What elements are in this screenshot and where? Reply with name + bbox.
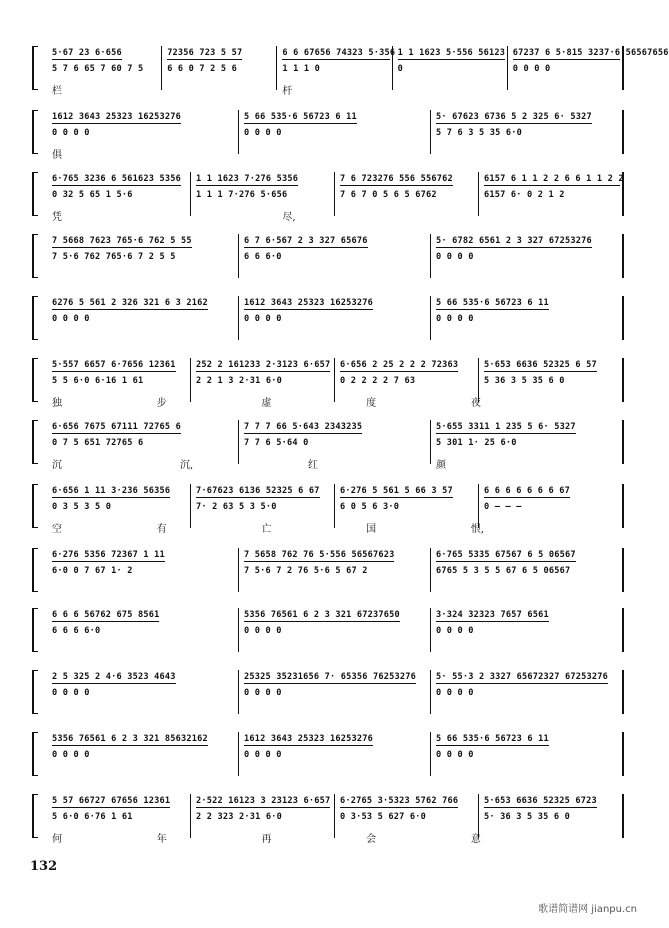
lyric-word: 颜	[436, 460, 446, 471]
measure-notes: 6·2765 3·5323 5762 766	[340, 796, 459, 806]
system-bracket	[32, 172, 38, 216]
measure-notes: 5 7 6 3 5 35 6·0	[436, 128, 522, 138]
lyric-word: 度	[366, 398, 377, 409]
accompaniment-row	[48, 64, 624, 78]
measure-notes: 0 32 5 65 1 5·6	[52, 190, 133, 200]
measure-notes: 5 6·0 6·76 1 61	[52, 812, 133, 822]
measure-notes: 0 0 0 0	[244, 626, 282, 636]
measure-notes: 0 0 0 0	[244, 750, 282, 760]
lyrics-row	[48, 82, 624, 96]
measure-notes: 0 0 0 0	[52, 128, 90, 138]
melody-row	[48, 486, 624, 500]
system-bracket	[32, 732, 38, 776]
measure-notes: 0	[397, 64, 403, 74]
measure-notes: 6·765 5335 67567 6 5 06567	[436, 550, 576, 560]
measure-notes: 6·0 0 7 67 1· 2	[52, 566, 133, 576]
measure-notes: 1612 3643 25323 16253276	[52, 112, 181, 122]
measure-notes: 6·276 5 561 5 66 3 57	[340, 486, 453, 496]
lyric-word: 虚	[261, 398, 272, 409]
lyrics-row	[48, 830, 624, 844]
measure-notes: 5· 6782 6561 2 3 327 67253276	[436, 236, 592, 246]
measure-notes: 1 1 1 0	[282, 64, 321, 74]
measure-notes: 6 6 67656 74323 5·356	[282, 48, 396, 58]
measure-notes: 0 0 0 0	[436, 750, 474, 760]
measure-notes: 0 7 5 651 72765 6	[52, 438, 144, 448]
measure-notes: 6 0 5 6 3·0	[340, 502, 400, 512]
measure-notes: 6 6 6 56762 675 8561	[52, 610, 160, 620]
measure-notes: 6·656 2 25 2 2 2 72363	[340, 360, 459, 370]
lyric-word: 空	[52, 524, 62, 535]
measure-notes: 7 5·6 762 765·6 7 2 5 5	[52, 252, 176, 262]
accompaniment-row	[48, 190, 624, 204]
lyric-word: 俱	[52, 150, 62, 161]
score-system	[32, 172, 630, 224]
lyrics-row	[48, 456, 624, 470]
measure-notes: 3·324 32323 7657 6561	[436, 610, 549, 620]
score-system	[32, 420, 630, 472]
score-system	[32, 296, 630, 348]
system-bracket	[32, 296, 38, 340]
melody-row	[48, 174, 624, 188]
melody-row	[48, 236, 624, 250]
measure-notes: 5356 76561 6 2 3 321 85632162	[52, 734, 208, 744]
measure-notes: 0 0 0 0	[52, 688, 90, 698]
measure-notes: 5 66 535·6 56723 6 11	[436, 734, 549, 744]
measure-notes: 6·656 7675 67111 72765 6	[52, 422, 181, 432]
measure-notes: 0 3·53 5 627 6·0	[340, 812, 426, 822]
measure-notes: 0 0 0 0	[512, 64, 551, 74]
system-bracket	[32, 234, 38, 278]
measure-notes: 0 0 0 0	[436, 688, 474, 698]
system-bracket	[32, 358, 38, 402]
measure-notes: 6 6 6·0	[244, 252, 282, 262]
measure-notes: 6·765 3236 6 561623 5356	[52, 174, 181, 184]
measure-notes: 5· 36 3 5 35 6 0	[484, 812, 570, 822]
measure-notes: 1 1 1623 5·556 56123	[397, 48, 506, 58]
melody-row	[48, 672, 624, 686]
score-system	[32, 548, 630, 600]
measure-notes: 2 5 325 2 4·6 3523 4643	[52, 672, 176, 682]
measure-notes: 7 5·6 7 2 76 5·6 5 67 2	[244, 566, 368, 576]
measure-notes: 0 3 5 3 5 0	[52, 502, 112, 512]
score-system	[32, 234, 630, 286]
lyric-word: 恨,	[470, 524, 485, 535]
accompaniment-row	[48, 502, 624, 516]
measure-notes: 6 6 6 6·0	[52, 626, 101, 636]
accompaniment-row	[48, 438, 624, 452]
melody-row	[48, 48, 669, 62]
site-watermark: 歌谱简谱网 jianpu.cn	[538, 904, 637, 915]
lyric-word: 杆	[282, 86, 293, 97]
melody-row	[48, 734, 624, 748]
lyric-word: 何	[52, 834, 62, 845]
measure-notes: 6·276 5356 72367 1 11	[52, 550, 165, 560]
measure-notes: 6 6 0 7 2 5 6	[167, 64, 238, 74]
accompaniment-row	[48, 750, 624, 764]
measure-notes: 5·67 23 6·656	[52, 48, 122, 58]
melody-row	[48, 610, 624, 624]
measure-notes: 6 6 6 6 6 6 6 67	[484, 486, 570, 496]
melody-row	[48, 550, 624, 564]
melody-row	[48, 796, 624, 810]
measure-notes: 7 6 723276 556 556762	[340, 174, 453, 184]
accompaniment-row	[48, 128, 624, 142]
measure-notes: 5·655 3311 1 235 5 6· 5327	[436, 422, 576, 432]
measure-notes: 0 0 0 0	[52, 314, 90, 324]
lyric-word: 凭	[52, 212, 62, 223]
measure-notes: 0 0 0 0	[52, 750, 90, 760]
measure-notes: 0 0 0 0	[436, 252, 474, 262]
measure-notes: 5· 67623 6736 5 2 325 6· 5327	[436, 112, 592, 122]
accompaniment-row	[48, 314, 624, 328]
measure-notes: 7 7 6 5·64 0	[244, 438, 309, 448]
measure-notes: 5 301 1· 25 6·0	[436, 438, 517, 448]
melody-row	[48, 112, 624, 126]
system-bracket	[32, 794, 38, 838]
melody-row	[48, 360, 624, 374]
accompaniment-row	[48, 252, 624, 266]
system-bracket	[32, 420, 38, 464]
measure-notes: 7 6 7 0 5 6 5 6762	[340, 190, 437, 200]
lyric-word: 夜	[470, 398, 481, 409]
measure-notes: 6276 5 561 2 326 321 6 3 2162	[52, 298, 208, 308]
measure-notes: 1 1 1623 7·276 5356	[196, 174, 299, 184]
lyric-word: 会	[366, 834, 377, 845]
measure-notes: 72356 723 5 57	[167, 48, 243, 58]
measure-notes: 7· 2 63 5 3 5·0	[196, 502, 277, 512]
measure-notes: 6·656 1 11 3·236 56356	[52, 486, 171, 496]
measure-notes: 5 5 6·0 6·16 1 61	[52, 376, 144, 386]
system-bracket	[32, 548, 38, 592]
system-bracket	[32, 608, 38, 652]
measure-notes: 7 5668 7623 765·6 762 5 55	[52, 236, 192, 246]
lyric-word: 再	[261, 834, 272, 845]
measure-notes: 252 2 161233 2·3123 6·657	[196, 360, 331, 370]
system-bracket	[32, 110, 38, 154]
measure-notes: 0 0 0 0	[244, 688, 282, 698]
score-system	[32, 670, 630, 722]
lyric-word: 步	[156, 398, 167, 409]
measure-notes: 0 0 0 0	[436, 626, 474, 636]
system-bracket	[32, 46, 38, 90]
lyrics-row	[48, 146, 624, 160]
lyric-word: 有	[156, 524, 167, 535]
measure-notes: 0 0 0 0	[244, 128, 282, 138]
system-bracket	[32, 670, 38, 714]
measure-notes: 5·557 6657 6·7656 12361	[52, 360, 176, 370]
measure-notes: 6765 5 3 5 5 67 6 5 06567	[436, 566, 571, 576]
accompaniment-row	[48, 688, 624, 702]
accompaniment-row	[48, 376, 624, 390]
lyric-word: 亡	[261, 524, 272, 535]
measure-notes: 67237 6 5·815 3237·6 56567656	[512, 48, 669, 58]
score-system	[32, 794, 630, 846]
lyric-word: 尽,	[282, 212, 296, 223]
measure-notes: 1 1 1 7·276 5·656	[196, 190, 288, 200]
lyric-word: 沉	[52, 460, 62, 471]
measure-notes: 6 7 6·567 2 3 327 65676	[244, 236, 368, 246]
lyric-word: 栏	[52, 86, 62, 97]
score-system	[32, 732, 630, 784]
accompaniment-row	[48, 626, 624, 640]
measure-notes: 6157 6· 0 2 1 2	[484, 190, 565, 200]
measure-notes: 5356 76561 6 2 3 321 67237650	[244, 610, 400, 620]
measure-notes: 25325 35231656 7· 65356 76253276	[244, 672, 416, 682]
measure-notes: 7 5658 762 76 5·556 56567623	[244, 550, 395, 560]
lyrics-row	[48, 520, 624, 534]
measure-notes: 0 — — —	[484, 502, 522, 512]
lyrics-row	[48, 394, 624, 408]
system-bracket	[32, 484, 38, 528]
measure-notes: 7 7 7 66 5·643 2343235	[244, 422, 363, 432]
score-system	[32, 46, 669, 98]
melody-row	[48, 422, 624, 436]
measure-notes: 0 0 0 0	[436, 314, 474, 324]
measure-notes: 5·653 6636 52325 6 57	[484, 360, 597, 370]
score-system	[32, 484, 630, 536]
measure-notes: 6157 6 1 1 2 2 6 6 1 1 2 2	[484, 174, 624, 184]
measure-notes: 5 7 6 65 7 60 7 5	[52, 64, 144, 74]
score-system	[32, 110, 630, 162]
measure-notes: 2·522 16123 3 23123 6·657	[196, 796, 331, 806]
lyric-word: 红	[308, 460, 318, 471]
score-system	[32, 358, 630, 410]
measure-notes: 2 2 323 2·31 6·0	[196, 812, 282, 822]
score-system	[32, 608, 630, 660]
measure-notes: 5 57 66727 67656 12361	[52, 796, 171, 806]
accompaniment-row	[48, 566, 624, 580]
lyric-word: 独	[52, 398, 62, 409]
measure-notes: 1612 3643 25323 16253276	[244, 298, 373, 308]
measure-notes: 0 0 0 0	[244, 314, 282, 324]
measure-notes: 5·653 6636 52325 6723	[484, 796, 597, 806]
page-number: 132	[30, 859, 58, 874]
measure-notes: 5 66 535·6 56723 6 11	[436, 298, 549, 308]
measure-notes: 1612 3643 25323 16253276	[244, 734, 373, 744]
measure-notes: 5· 55·3 2 3327 65672327 67253276	[436, 672, 608, 682]
lyric-word: 年	[156, 834, 167, 845]
lyric-word: 沉,	[180, 460, 194, 471]
lyric-word: 意	[470, 834, 481, 845]
measure-notes: 0 2 2 2 2 7 63	[340, 376, 416, 386]
lyrics-row	[48, 208, 624, 222]
measure-notes: 5 36 3 5 35 6 0	[484, 376, 565, 386]
melody-row	[48, 298, 624, 312]
measure-notes: 7·67623 6136 52325 6 67	[196, 486, 320, 496]
measure-notes: 2 2 1 3 2·31 6·0	[196, 376, 282, 386]
accompaniment-row	[48, 812, 624, 826]
measure-notes: 5 66 535·6 56723 6 11	[244, 112, 357, 122]
lyric-word: 国	[366, 524, 377, 535]
